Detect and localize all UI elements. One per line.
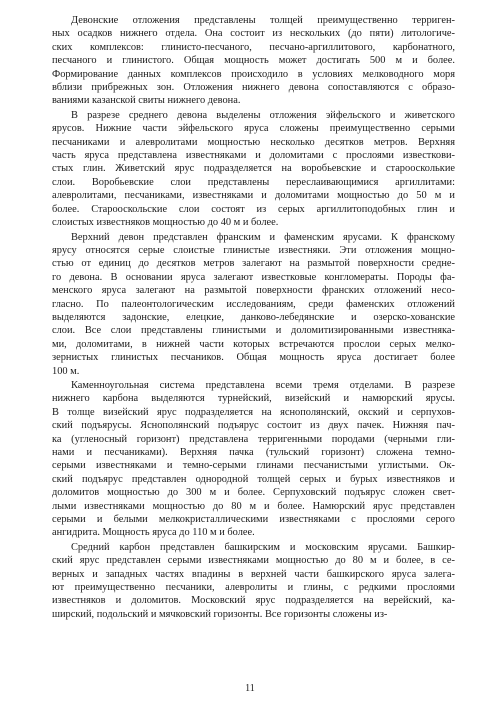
text-line: песчаного и глинистого. Общая мощность может достигать 500 м и более.: [52, 55, 455, 67]
text-line: ка (угленосный горизонт) представлена терригенными породами (черными гли-: [52, 433, 455, 445]
text-line: более. Старооскольские слои состоят из серых аргиллитоподобных глин и: [52, 203, 455, 215]
text-line: ных осадков нижнего отдела. Она состоит из нескольких (до пяти) литологиче-: [52, 28, 455, 40]
text-line: слои. Воробьевские слои представлены переслаивающимися аргиллитами:: [52, 176, 455, 188]
text-line: стью от единиц до десятков метров залегают на размытой поверхности средне-: [52, 258, 455, 270]
text-line: ский ярус представлен серыми известняками мощностью до 80 м и более, в се-: [52, 555, 455, 567]
text-line: В разрезе среднего девона выделены отложения эйфельского и живетского: [71, 109, 455, 121]
text-line: Верхний девон представлен франским и фаменским ярусами. К франскому: [71, 231, 455, 243]
text-line: ют преимущественно песчаники, алевролиты и глины, с редкими прослоями: [52, 582, 455, 594]
page-number: 11: [245, 683, 255, 694]
text-line: ярусу относятся серые слоистые глинистые известняки. Эти отложения мощно-: [52, 244, 455, 256]
paragraph: [52, 379, 455, 540]
text-line: ский подъярусы. Яснополянский подъярус состоит из двух пачек. Нижняя пач-: [52, 420, 455, 432]
text-line: вблизи прибрежных зон. Отложения нижнего девона сопоставляются с образо-: [52, 82, 455, 94]
paragraph: [52, 14, 455, 108]
text-line: часть яруса представлена известняками и доломитами с прослоями известкови-: [52, 150, 455, 162]
text-line: В толще визейский ярус подразделяется на яснополянский, окский и серпухов-: [52, 406, 455, 418]
text-line: ми, доломитами, в нижней части которых встречаются прослои серых мелко-: [52, 338, 455, 350]
text-line: алевролитами, песчаниками, известняками и доломитами мощностью до 50 м и: [52, 190, 455, 202]
text-line: менского яруса залегают на размытой поверхности франских отложений несо-: [52, 285, 455, 297]
text-line: стых глин. Живетский ярус подразделяется на воробьевские и староосколькие: [52, 163, 455, 175]
text-line: известняков и доломитов. Московский ярус подразделяется на верейский, ка-: [52, 595, 455, 607]
text-line: верных и западных частях впадины в верхней части башкирского яруса залега-: [52, 568, 455, 580]
text-line: го девона. В основании яруса залегают известковые конгломераты. Породы фа-: [52, 271, 455, 283]
text-line: лыми известняками мощностью до 80 м и более. Намюрский ярус представлен: [52, 500, 455, 512]
body-text: [52, 14, 455, 621]
text-line: Каменноугольная система представлена всеми тремя отделами. В разрезе: [71, 379, 455, 391]
text-line: ваниями казанской свиты нижнего девона.: [52, 95, 241, 107]
text-line: ских комплексов: глинисто-песчаного, песчано-аргиллитового, карбонатного,: [52, 41, 455, 53]
text-line: ский подъярус представлен однородной толщей серых и бурых известняков и: [52, 473, 455, 485]
text-line: слои. Все слои представлены глинистыми и доломитизированными известняка-: [52, 325, 455, 337]
text-line: нижнего карбона выделяются турнейский, визейский и намюрский ярусы.: [52, 393, 455, 405]
text-line: нами и песчаниками). Верхняя пачка (тульский горизонт) сложена темно-: [52, 447, 455, 458]
text-line: выделяются задонские, елецкие, данково-лебедянские и озерско-хованские: [52, 311, 455, 323]
text-line: ярусов. Нижние части эйфельского яруса сложены преимущественно серыми: [52, 123, 455, 135]
text-line: 100 м.: [52, 365, 80, 377]
text-line: Формирование данных комплексов происходило в условиях мелководного моря: [52, 68, 455, 80]
text-line: ширский, подольский и мячковский горизонты. Все горизонты сложены из-: [52, 608, 388, 620]
text-line: доломитов мощностью до 300 м и более. Серпуховский подъярус сложен свет-: [52, 487, 455, 499]
text-line: Девонские отложения представлены толщей преимущественно терриген-: [71, 15, 455, 26]
text-line: серыми известняками и темно-серыми глинами песчанистыми углистыми. Ок-: [52, 460, 455, 472]
paragraph: [52, 231, 455, 378]
text-line: ангидрита. Мощность яруса до 110 м и более.: [52, 527, 255, 539]
text-line: слоистых известняков мощностью до 40 м и более.: [52, 217, 279, 229]
paragraph: [52, 109, 455, 230]
paragraph: [52, 541, 455, 621]
text-line: зернистых глинистых песчаников. Общая мощность яруса достигает более: [52, 352, 455, 364]
text-line: песчаниками и алевролитами мощностью несколько десятков метров. Верхняя: [52, 136, 455, 148]
text-line: серыми и белыми мелкокристаллическими известняками с прослоями серого: [52, 514, 455, 526]
text-line: Средний карбон представлен башкирским и московским ярусами. Башкир-: [71, 541, 455, 553]
text-line: гласно. По палеонтологическим исследованиям, среди фаменских отложений: [52, 298, 455, 310]
